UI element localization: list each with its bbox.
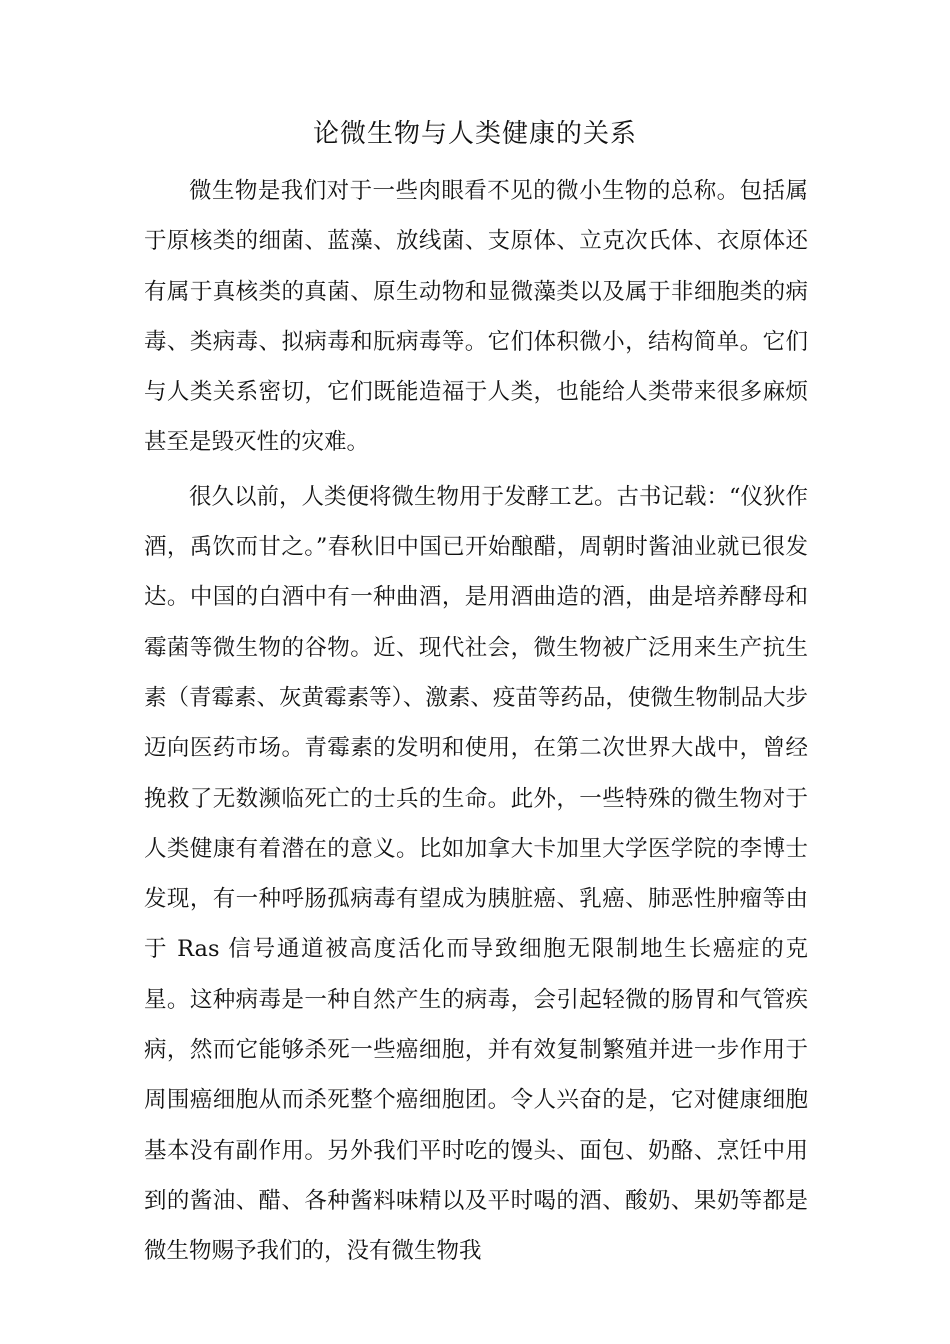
document-body — [144, 166, 808, 1277]
document-title: 论微生物与人类健康的关系 — [312, 119, 637, 149]
paragraph-2: 很久以前，人类便将微生物用于发酵工艺。古书记载：“仪狄作酒，禹饮而甘之。”春秋旧中国已开始酿醋，周朝时酱油业就已很发达。中国的白酒中有一种曲酒，是用酒曲造的酒，曲是培养酵母和霉菌等微生物的谷物。近、现代社会，微生物被广泛用来生产抗生素（青霉素、灰黄霉素等）、激素、疫苗等药品，使微生物制品大步迈向医药市场。青霉素的发明和使用，在第二次世界大战中，曾经挽救了无数濒临死亡的士兵的生命。此外，一些特殊的微生物对于人类健康有着潜在的意义。比如加拿大卡加里大学医学院的李博士发现，有一种呼肠孤病毒有望成为胰脏癌、乳癌、肺恶性肿瘤等由于 Ras 信号通道被高度活化而导致细胞无限制地生长癌症的克星。这种病毒是一种自然产生的病毒，会引起轻微的肠胃和气管疾病，然而它能够杀死一些癌细胞，并有效复制繁殖并进一步作用于周围癌细胞从而杀死整个癌细胞团。令人兴奋的是，它对健康细胞基本没有副作用。另外我们平时吃的馒头、面包、奶酪、烹饪中用到的酱油、醋、各种酱料味精以及平时喝的酒、酸奶、果奶等都是微生物赐予我们的，没有微生物我 — [144, 483, 809, 1265]
paragraph-1: 微生物是我们对于一些肉眼看不见的微小生物的总称。包括属于原核类的细菌、蓝藻、放线菌、支原体、立克次氏体、衣原体还有属于真核类的真菌、原生动物和显微藻类以及属于非细胞类的病毒、类病毒、拟病毒和朊病毒等。它们体积微小，结构简单。它们与人类关系密切，它们既能造福于人类，也能给人类带来很多麻烦甚至是毁灭性的灾难。 — [144, 178, 808, 456]
